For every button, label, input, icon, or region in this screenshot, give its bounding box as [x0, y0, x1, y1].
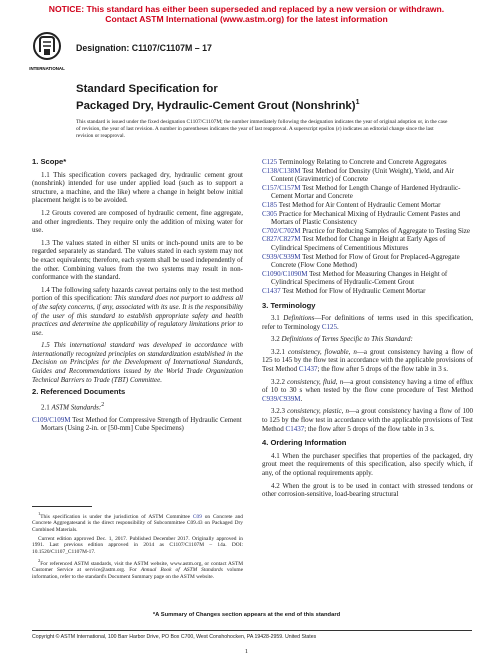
reference-item: C157/C157M Test Method for Length Change of Hardened Hydraulic-Cement Mortar and Concrete: [262, 183, 461, 201]
ordering-heading: 4. Ordering Information: [262, 438, 347, 448]
reference-item: C138/C138M Test Method for Density (Unit Weight), Yield, and Air Content (Gravimetric) of Concrete: [262, 166, 454, 184]
reference-item: C827/C827M Test Method for Change in Height at Early Ages of Cylindrical Specimens of Cementitious Mixtures: [262, 235, 446, 252]
references-heading: 2. Referenced Documents: [32, 387, 126, 397]
reference-link[interactable]: C702/C702M: [262, 226, 301, 235]
designation: Designation: C1107/C1107M – 17: [76, 43, 212, 53]
reference-item: C109/C109M Test Method for Compressive Strength of Hydraulic Cement Mortars (Using 2-in. or [50-mm] Cube Specimens): [32, 415, 242, 433]
reference-link[interactable]: C1090/C1090M: [262, 269, 308, 278]
standard-note: This standard is issued under the fixed designation C1107/C1107M; the number immediately following the designation indicates the year of original adoption or, in the case of revision, the year of last revision. A number in parentheses indicates the year of last reapproval. A superscript epsilon (ε) indicates an editorial change since the last revision or reapproval.: [76, 119, 448, 139]
standard-title: [76, 83, 456, 113]
reference-item: C1090/C1090M Test Method for Measuring Changes in Height of Cylindrical Specimens of Hydraulic-Cement Grout: [262, 269, 448, 287]
reference-item: C939/C939M Test Method for Flow of Grout for Preplaced-Aggregate Concrete (Flow Cone Method): [262, 252, 460, 270]
terminology-heading: 3. Terminology: [262, 300, 316, 310]
para-1-1: 1.1 This specification covers packaged dry, hydraulic cement grout (nonshrink) intended for use under applied load (such as to support a structure, a machine, and the like) where a change in height below initial placement height is to be avoided.: [32, 170, 243, 205]
scope-heading: 1. Scope*: [32, 157, 67, 166]
para-3-2-2: 3.2.2 consistency, fluid, n—a grout consistency having a time of efflux of 10 to 30 s when tested by the flow cone procedure of Test Method C939/C939M.: [262, 377, 473, 403]
reference-link[interactable]: C109/C109M: [32, 415, 71, 424]
reference-link[interactable]: C1437: [262, 286, 281, 295]
para-3-2: 3.2 Definitions of Terms Specific to This Standard:: [271, 335, 413, 344]
reference-item: C125 Terminology Relating to Concrete and Concrete Aggregates: [262, 158, 447, 166]
footnote-1-edition: Current edition approved Dec. 1, 2017. Published December 2017. Originally approved in 1991. Last previous edition approved in 2014 as C1107/C1107M – 14a. DOI: 10.1520/C1107_C1107M-17.: [32, 536, 243, 555]
reference-link[interactable]: C827/C827M: [262, 235, 301, 244]
reference-item: C185 Test Method for Air Content of Hydraulic Cement Mortar: [262, 200, 441, 209]
reference-item: C702/C702M Practice for Reducing Samples of Aggregate to Testing Size: [262, 226, 470, 235]
footnote-rule: [32, 506, 92, 507]
reference-link[interactable]: C305: [262, 209, 278, 218]
notice-line-2: Contact ASTM International (www.astm.org) for the latest information: [105, 14, 388, 24]
reference-link[interactable]: C939/C939M: [262, 252, 301, 261]
title-footnote-mark: 1: [355, 99, 360, 106]
reference-link[interactable]: C138/C138M: [262, 166, 301, 175]
right-column: [262, 158, 473, 503]
footnote-1: $^1$This specification is under the jurisdiction of ASTM Committee C09 on Concrete and Concrete Aggregatesand is the direct responsibility of Subcommittee C09.43 on Packaged Dry Combined Materials.: [32, 511, 243, 533]
para-2-1: 2.1 ASTM Standards:$^2$: [41, 401, 105, 412]
para-3-1: 3.1 Definitions—For definitions of terms used in this specification, refer to Terminology C125.: [262, 314, 474, 331]
page-number: 1: [244, 648, 249, 655]
para-4-1: 4.1 When the purchaser specifies that properties of the packaged, dry grout meet the requirements of this specification, also specify which, if any, of the optional requirements apply.: [262, 451, 473, 477]
para-1-2: 1.2 Grouts covered are composed of hydraulic cement, fine aggregate, and other ingredients. They require only the addition of mixing water for use.: [32, 208, 243, 235]
reference-link[interactable]: C157/C157M: [262, 183, 301, 192]
title-line-2: Packaged Dry, Hydraulic-Cement Grout (Nonshrink)$^1$: [76, 99, 360, 112]
logo-text: INTERNATIONAL: [29, 66, 65, 71]
astm-logo: [29, 30, 65, 78]
reference-link[interactable]: C185: [262, 200, 278, 209]
left-column: [32, 158, 243, 433]
para-1-4: 1.4 The following safety hazards caveat pertains only to the test method portion of this specification: This standard does not purport to address all of the safety concerns, if any, associated with its use. It is the responsibility of the user of this standard to establish appropriate safety and health practices and determine the applicability of regulatory limitations prior to use.: [32, 285, 243, 337]
copyright-line: Copyright © ASTM International, 100 Barr Harbor Drive, PO Box C700, West Conshohocken, PA 19428-2959. United States: [32, 634, 317, 640]
reference-item: C305 Practice for Mechanical Mixing of Hydraulic Cement Pastes and Mortars of Plastic Consistency: [262, 209, 461, 227]
summary-of-changes-note: *A Summary of Changes section appears at the end of this standard: [152, 612, 341, 618]
reference-link[interactable]: C1437: [298, 365, 318, 374]
reference-link[interactable]: C1437: [285, 424, 305, 433]
footnotes: [32, 506, 243, 583]
reference-link[interactable]: C939/C939M: [262, 394, 301, 403]
committee-link[interactable]: C09: [192, 513, 202, 520]
reference-link[interactable]: C125: [321, 322, 338, 331]
reference-link[interactable]: C125: [262, 158, 278, 166]
para-3-2-1: 3.2.1 consistency, flowable, n—a grout consistency having a flow of 125 to 145 by the flow test in accordance with the applicable provisions of Test Method C1437; the flow after 5 drops of the flow table in 3 s.: [262, 347, 474, 374]
para-1-3: 1.3 The values stated in either SI units or inch-pound units are to be regarded separately as standard. The values stated in each system may not be exact equivalents; therefore, each system shall be used independently of the other. Combining values from the two systems may result in non-conformance with the standard.: [32, 238, 243, 282]
title-line-1: Standard Specification for: [76, 83, 218, 95]
para-1-5: 1.5 This international standard was developed in accordance with internationally recognized principles on standardization established in the Decision on Principles for the Development of International Standards, Guides and Recommendations issued by the World Trade Organization Technical Barriers to Trade (TBT) Committee.: [32, 341, 243, 384]
notice-banner: [0, 4, 493, 24]
para-4-2: 4.2 When the grout is to be used in contact with stressed tendons or other corrosion-sensitive, load-bearing structural: [262, 481, 473, 499]
footnote-2: $^2$For referenced ASTM standards, visit the ASTM website, www.astm.org, or contact ASTM Customer Service at service@astm.org. For Annual Book of ASTM Standards volume information, refer to the standard's Document Summary page on the ASTM website.: [32, 558, 243, 580]
copyright-rule: [32, 630, 472, 631]
notice-line-1: NOTICE: This standard has either been superseded and replaced by a new version or withdrawn.: [48, 4, 445, 14]
para-3-2-3: 3.2.3 consistency, plastic, n—a grout consistency having a flow of 100 to 125 by the flow test in accordance with the applicable provisions of Test Method C1437; the flow after 5 drops of the flow table in 3 s.: [262, 407, 474, 433]
reference-item: C1437 Test Method for Flow of Hydraulic Cement Mortar: [262, 286, 426, 295]
